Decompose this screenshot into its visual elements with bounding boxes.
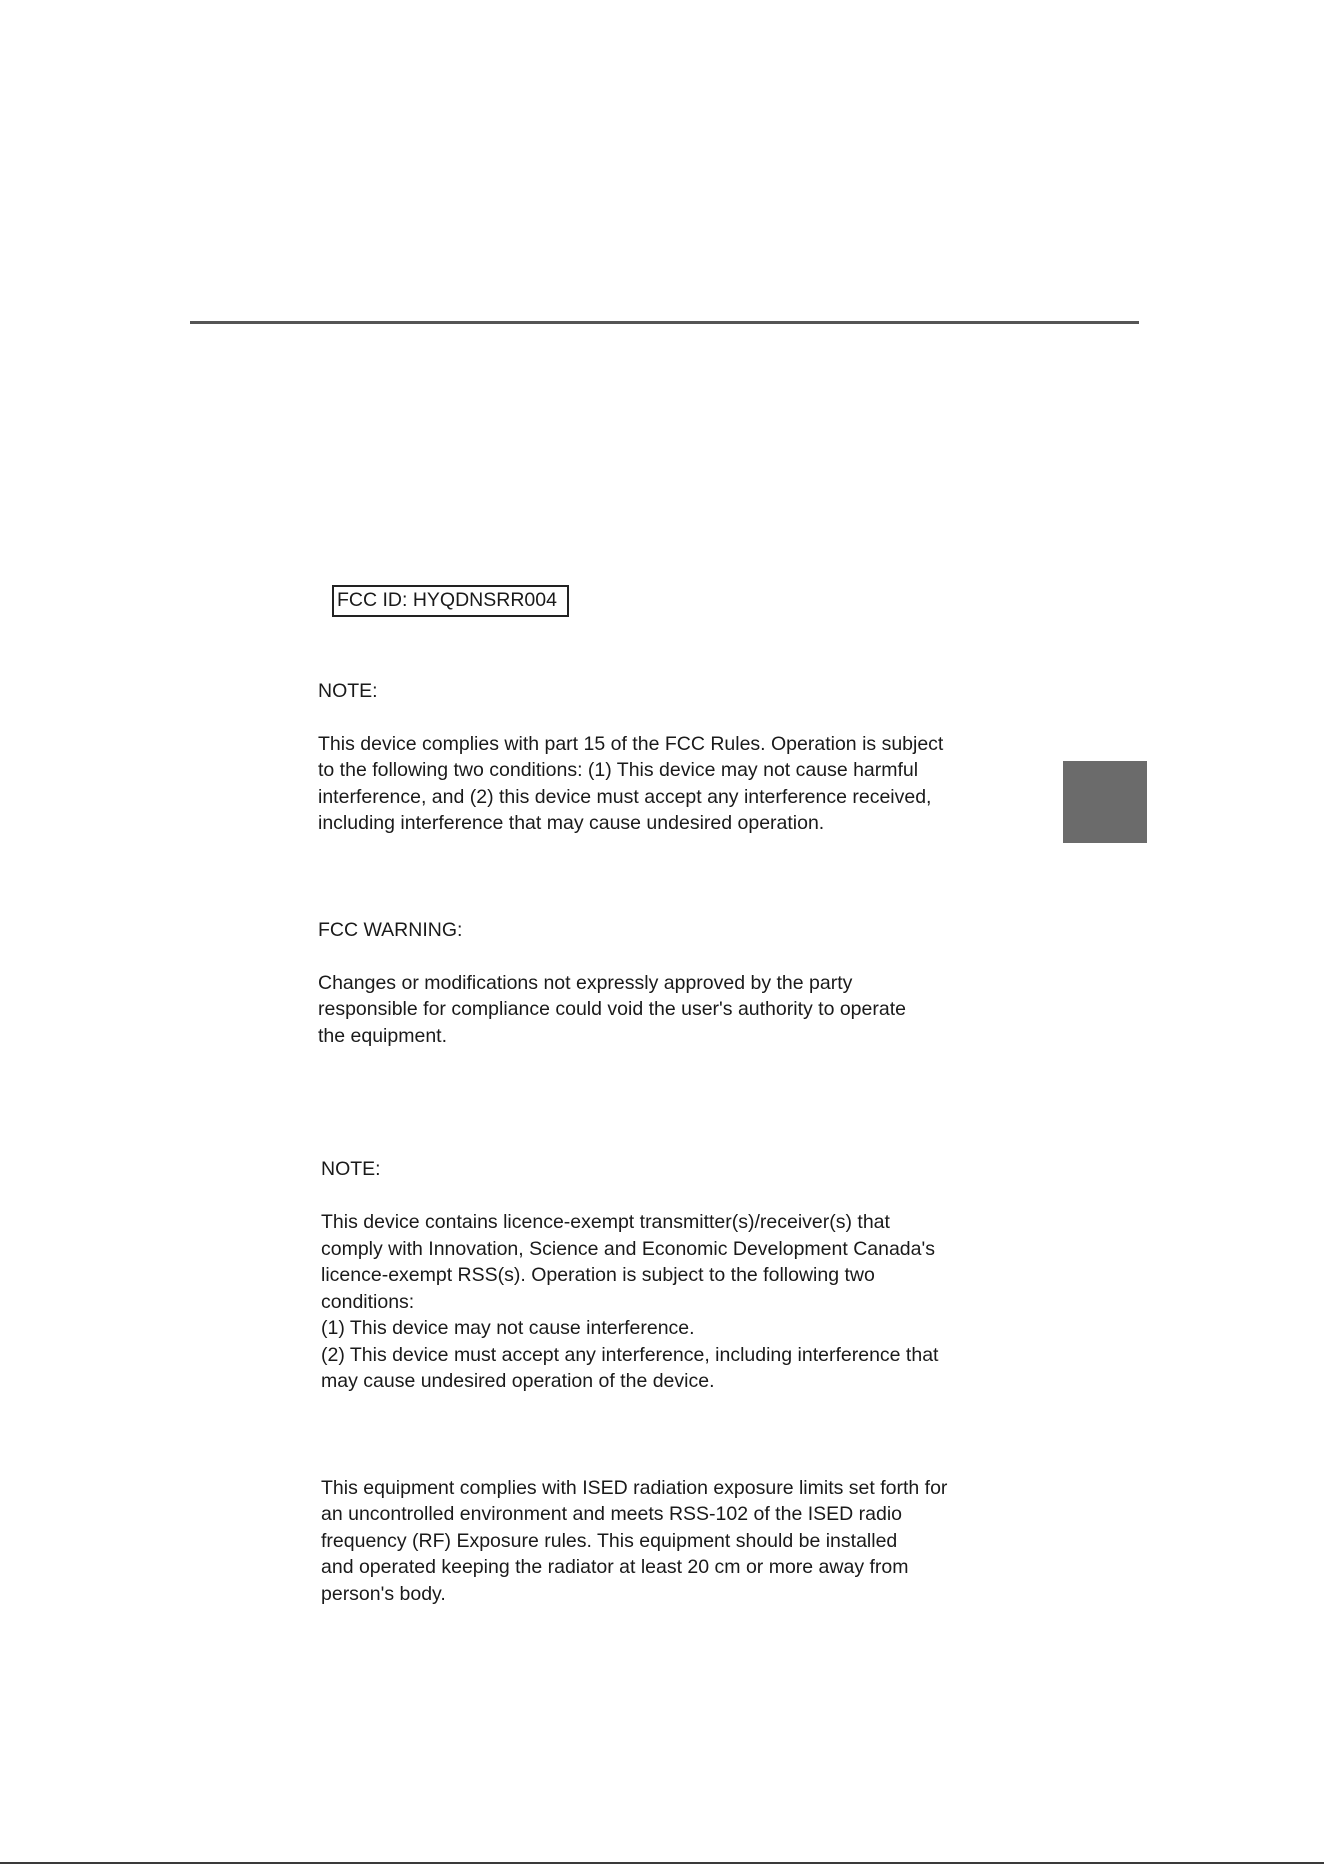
fcc-note-heading: NOTE:: [318, 679, 378, 702]
fcc-warning-section: [318, 890, 1018, 1076]
fcc-note-text: This device complies with part 15 of the FCC Rules. Operation is subject to the following two conditions: (1) This device may not cause harmful interference, and (2) this device must accept any interference received, including interference that may cause undesired operation.: [318, 732, 944, 834]
fcc-id-label: FCC ID: HYQDNSRR004: [332, 585, 569, 617]
ised-note-section: [321, 1130, 1018, 1422]
ised-exposure-text: This equipment complies with ISED radiation exposure limits set forth for an uncontrolled environment and meets RSS-102 of the ISED radio frequency (RF) Exposure rules. This equipment should be installed and operated keeping the radiator at least 20 cm or more away from person's body.: [321, 1476, 948, 1605]
fcc-note-section: [318, 651, 1018, 863]
regulatory-content: [318, 585, 1018, 1634]
fcc-warning-text: Changes or modifications not expressly approved by the party responsible for compliance could void the user's authority to operate the equipment.: [318, 971, 906, 1047]
ised-exposure-section: [321, 1448, 1018, 1634]
header-rule: [190, 321, 1139, 324]
footer-rule: [0, 1862, 1324, 1864]
ised-note-text: This device contains licence-exempt transmitter(s)/receiver(s) that comply with Innovation, Science and Economic Development Canada's licence-exempt RSS(s). Operation is subject to the following two conditions: (1) This device may not cause interference. (2) This device must accept any interference, including interference that may cause undesired operation of the device.: [321, 1211, 939, 1392]
section-tab-marker: [1063, 761, 1147, 843]
ised-note-heading: NOTE:: [321, 1158, 381, 1180]
fcc-warning-heading: FCC WARNING:: [318, 918, 463, 941]
